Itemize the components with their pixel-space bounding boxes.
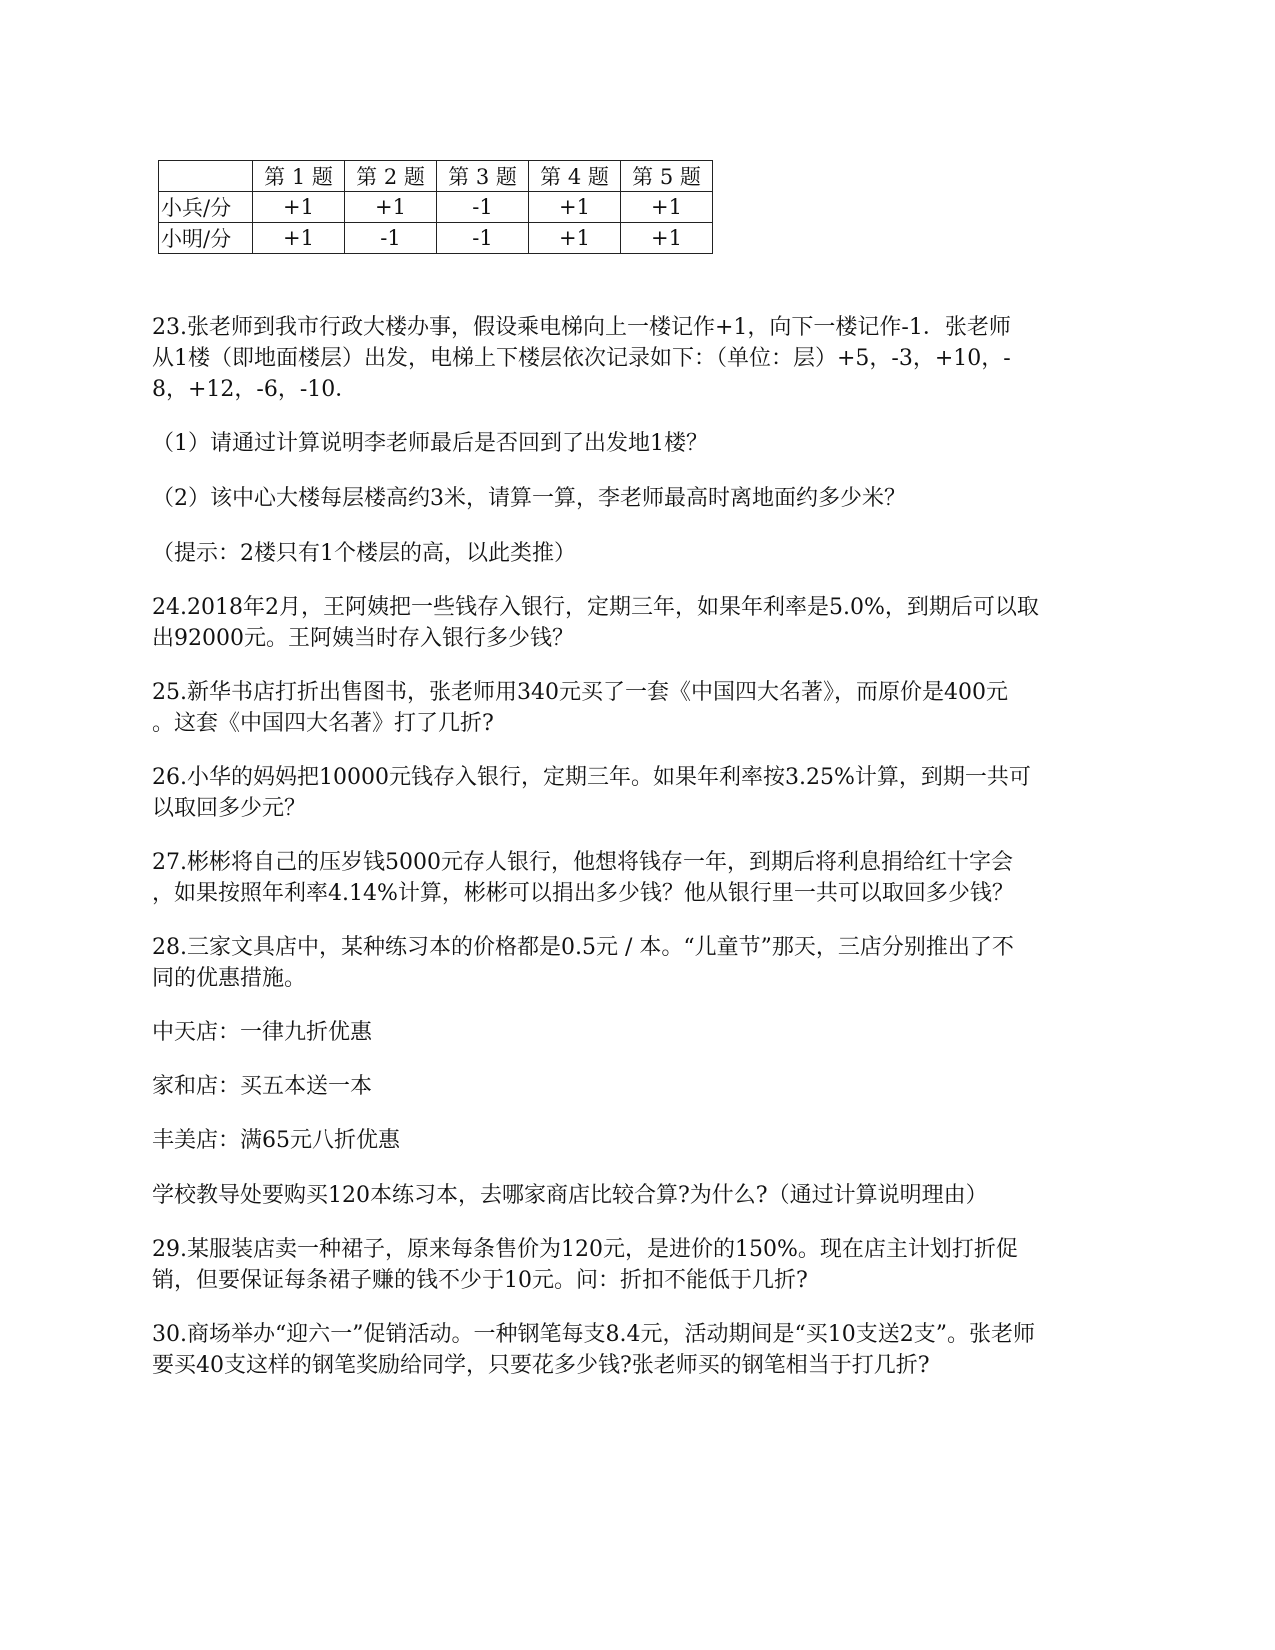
table-cell: +1 — [253, 223, 345, 254]
table-cell: +1 — [345, 192, 437, 223]
table-cell: +1 — [621, 223, 713, 254]
question-23-part-2: （2）该中心大楼每层楼高约3米，请算一算，李老师最高时离地面约多少米？ — [152, 486, 906, 511]
table-cell: +1 — [529, 223, 621, 254]
question-28-question: 学校教导处要购买120本练习本，去哪家商店比较合算?为什么?（通过计算说明理由） — [152, 1183, 988, 1208]
question-24-line-2: 出92000元。王阿姨当时存入银行多少钱？ — [152, 626, 574, 651]
question-29-line-1: 29.某服装店卖一种裙子，原来每条售价为120元，是进价的150%。现在店主计划打折促 — [152, 1237, 1018, 1262]
question-26-line-1: 26.小华的妈妈把10000元钱存入银行，定期三年。如果年利率按3.25%计算，到期一共可 — [152, 765, 1031, 790]
question-23-part-1: （1）请通过计算说明李老师最后是否回到了出发地1楼？ — [152, 431, 708, 456]
table-cell: -1 — [437, 223, 529, 254]
question-28-store-3: 丰美店：满65元八折优惠 — [152, 1128, 400, 1153]
question-23-line-1: 23.张老师到我市行政大楼办事，假设乘电梯向上一楼记作+1，向下一楼记作-1．张老师 — [152, 315, 1011, 340]
question-25-line-1: 25.新华书店打折出售图书，张老师用340元买了一套《中国四大名著》，而原价是400元 — [152, 680, 1008, 705]
question-29-line-2: 销，但要保证每条裙子赚的钱不少于10元。问：折扣不能低于几折? — [152, 1268, 808, 1293]
table-corner-cell — [159, 161, 253, 192]
question-28-line-2: 同的优惠措施。 — [152, 966, 307, 991]
question-30-line-1: 30.商场举办“迎六一”促销活动。一种钢笔每支8.4元，活动期间是“买10支送2支”。张老师 — [152, 1322, 1035, 1347]
question-27-line-1: 27.彬彬将自己的压岁钱5000元存人银行，他想将钱存一年，到期后将利息捐给红十字会 — [152, 850, 1013, 875]
table-row — [159, 192, 713, 223]
question-25-line-2: 。这套《中国四大名著》打了几折? — [152, 711, 494, 736]
table-cell: -1 — [345, 223, 437, 254]
question-23-line-3: 8，+12，-6，-10． — [152, 377, 358, 402]
table-row-label: 小明/分 — [159, 223, 253, 254]
table-header-row — [159, 161, 713, 192]
question-23-line-2: 从1楼（即地面楼层）出发，电梯上下楼层依次记录如下：（单位：层）+5，-3，+10，- — [152, 346, 1011, 371]
score-table — [158, 160, 713, 254]
question-27-line-2: ，如果按照年利率4.14%计算，彬彬可以捐出多少钱？他从银行里一共可以取回多少钱？ — [152, 881, 1014, 906]
question-26-line-2: 以取回多少元？ — [152, 796, 307, 821]
table-header-cell: 第 2 题 — [345, 161, 437, 192]
question-28-store-2: 家和店：买五本送一本 — [152, 1074, 373, 1099]
table-header-cell: 第 4 题 — [529, 161, 621, 192]
table-cell: +1 — [621, 192, 713, 223]
question-23-hint: （提示：2楼只有1个楼层的高，以此类推） — [152, 541, 576, 566]
question-28-store-1: 中天店：一律九折优惠 — [152, 1020, 373, 1045]
table-row-label: 小兵/分 — [159, 192, 253, 223]
table-header-cell: 第 3 题 — [437, 161, 529, 192]
question-24-line-1: 24.2018年2月，王阿姨把一些钱存入银行，定期三年，如果年利率是5.0%，到期后可以取 — [152, 595, 1039, 620]
table-header-cell: 第 5 题 — [621, 161, 713, 192]
table-cell: +1 — [253, 192, 345, 223]
table-cell: +1 — [529, 192, 621, 223]
table-row — [159, 223, 713, 254]
question-28-line-1: 28.三家文具店中，某种练习本的价格都是0.5元 / 本。“儿童节”那天，三店分别推出了不 — [152, 935, 1014, 960]
table-cell: -1 — [437, 192, 529, 223]
question-30-line-2: 要买40支这样的钢笔奖励给同学，只要花多少钱?张老师买的钢笔相当于打几折? — [152, 1353, 930, 1378]
table-header-cell: 第 1 题 — [253, 161, 345, 192]
